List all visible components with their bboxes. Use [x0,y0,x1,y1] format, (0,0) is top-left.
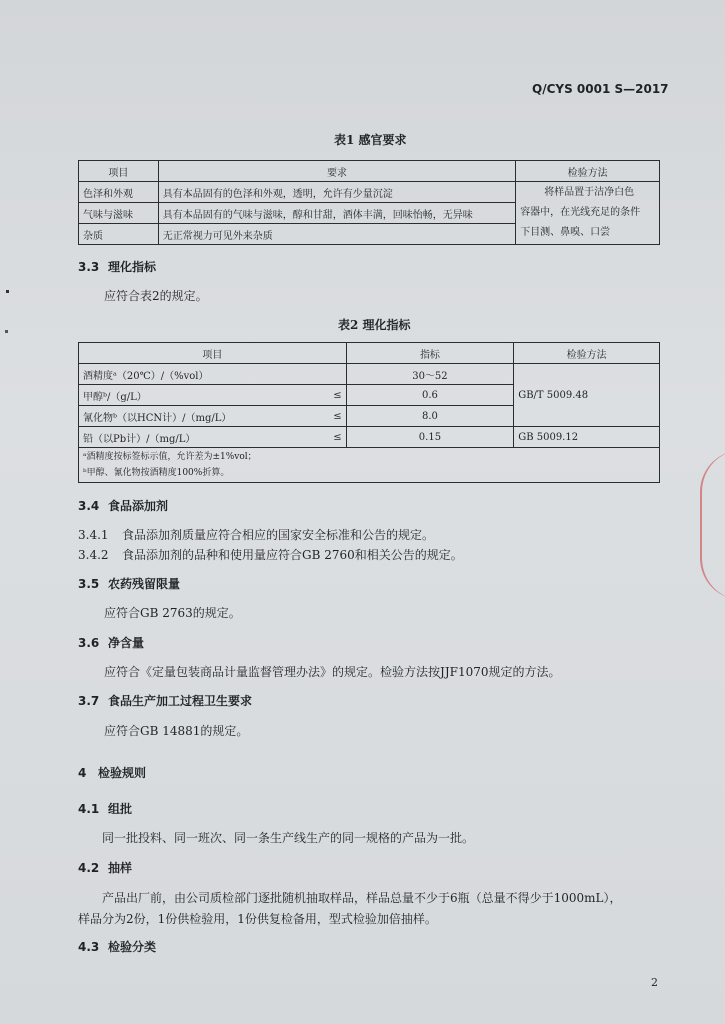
section-title: 净含量 [108,636,145,650]
section-4-2-text-line1: 产品出厂前，由公司质检部门逐批随机抽取样品，样品总量不少于6瓶（总量不得少于1000mL）， [102,891,622,905]
table2-caption: 表2 理化指标 [338,318,411,332]
section-4-2-text-line2: 样品分为2份，1份供检验用，1份供复检备用，型式检验加倍抽样。 [78,912,437,926]
table1-cell: 具有本品固有的气味与滋味，醇和甘甜，酒体丰满，回味怡畅，无异味 [158,203,515,224]
section-3-6-heading [78,634,144,651]
table2-operator: ≤ [296,385,346,406]
table1-caption: 表1 感官要求 [334,133,407,147]
table1-method-line: 下目测、鼻嗅、口尝 [520,227,611,238]
section-4-heading [78,764,146,781]
section-title: 抽样 [108,861,133,875]
section-3-5-text: 应符合GB 2763的规定。 [104,606,241,620]
section-3-4-heading [78,497,168,514]
table1-header-item: 项目 [79,161,159,182]
section-number: 3.4 [78,499,100,513]
section-3-4-2 [78,546,463,563]
section-3-4-1 [78,526,434,543]
table2-method: GB 5009.12 [514,427,660,448]
table2-header-item: 项目 [79,343,347,364]
item-text: 食品添加剂的品种和使用量应符合GB 2760和相关公告的规定。 [122,548,463,562]
table1-cell: 具有本品固有的色泽和外观，透明，允许有少量沉淀 [158,182,515,203]
table1-method-line: 将样品置于洁净白色 [544,187,635,198]
section-3-3-heading [78,258,156,275]
table1-cell: 杂质 [79,224,159,245]
section-4-1-text: 同一批投料、同一班次、同一条生产线生产的同一规格的产品为一批。 [102,831,475,845]
table2-item: 酒精度ᵃ（20℃）/（%vol） [79,364,297,385]
table2-method: GB/T 5009.48 [514,364,660,427]
section-3-7-heading [78,692,252,709]
section-number: 4.1 [78,802,100,816]
item-text: 食品添加剂质量应符合相应的国家安全标准和公告的规定。 [122,528,435,542]
table2-value: 0.6 [346,385,514,406]
page-number: 2 [651,976,658,989]
section-3-7-text: 应符合GB 14881的规定。 [104,724,249,738]
table2-header-index: 指标 [346,343,514,364]
section-title: 食品添加剂 [108,499,169,513]
table1-method-line: 容器中，在光线充足的条件 [520,207,641,218]
section-3-3-text: 应符合表2的规定。 [104,289,208,303]
standard-number: Q/CYS 0001 S—2017 [532,82,669,96]
section-4-2-heading [78,859,132,876]
section-title: 农药残留限量 [108,577,181,591]
section-title: 检验规则 [98,766,147,780]
table2-note-a: ᵃ酒精度按标签标示值，允许差为±1%vol； [83,452,257,462]
section-title: 理化指标 [108,260,157,274]
table2-item: 甲醇ᵇ/（g/L） [79,385,297,406]
item-number: 3.4.1 [78,528,109,542]
section-title: 组批 [108,802,133,816]
table1-method-cell [516,182,660,245]
table1-header-method: 检验方法 [516,161,660,182]
table2-item: 铅（以Pb计）/（mg/L） [79,427,297,448]
table1-cell: 气味与滋味 [79,203,159,224]
seal-stamp [700,450,725,600]
table2-value: 8.0 [346,406,514,427]
table2-item: 氰化物ᵇ（以HCN计）/（mg/L） [79,406,297,427]
table2-operator: ≤ [296,406,346,427]
section-title: 检验分类 [108,940,157,954]
section-number: 3.3 [78,260,100,274]
table2-note-b: ᵇ甲醇、氰化物按酒精度100%折算。 [83,468,230,478]
section-number: 3.7 [78,694,100,708]
table2-physicochemical [78,342,660,483]
section-number: 4.3 [78,940,100,954]
section-number: 3.5 [78,577,100,591]
section-3-6-text: 应符合《定量包装商品计量监督管理办法》的规定。检验方法按JJF1070规定的方法。 [104,665,561,679]
table1-header-requirement: 要求 [158,161,515,182]
section-number: 4 [78,766,87,780]
table2-notes [79,448,660,483]
table2-value: 0.15 [346,427,514,448]
section-3-5-heading [78,575,180,592]
section-4-3-heading [78,938,156,955]
table2-value: 30～52 [346,364,514,385]
section-number: 4.2 [78,861,100,875]
scan-mark [6,290,9,293]
section-number: 3.6 [78,636,100,650]
table2-header-method: 检验方法 [514,343,660,364]
section-title: 食品生产加工过程卫生要求 [108,694,253,708]
table1-cell: 色泽和外观 [79,182,159,203]
table1-sensory [78,160,660,245]
table2-operator: ≤ [296,427,346,448]
scan-mark [5,330,8,333]
item-number: 3.4.2 [78,548,109,562]
section-4-1-heading [78,800,132,817]
table1-cell: 无正常视力可见外来杂质 [158,224,515,245]
table2-operator [296,364,346,385]
